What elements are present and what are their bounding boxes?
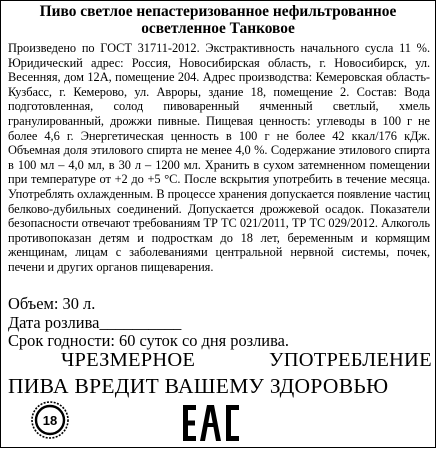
- warning-word-1: ЧРЕЗМЕРНОЕ: [61, 349, 196, 371]
- age-18-icon: [31, 401, 69, 439]
- product-title: [7, 3, 429, 37]
- eac-mark-icon: [181, 403, 241, 443]
- warning-word-2: УПОТРЕБЛЕНИЕ: [269, 349, 432, 371]
- composition-text: Произведено по ГОСТ 31711-2012. Экстрактивность начального сусла 11 %. Юридический адрес: Россия, Новосибирская область, г. Новосибирск, ул. Весенняя, дом 12А, помещение 204. Адрес производства: Кемеровская область-Кузбасс, г. Кемерово, ул. Авроры, здание 18, помещение 2. Состав: Вода подготовленная, солод пивоваренный ячменный светлый, хмель гранулированный, дрожжи пивные. Пищевая ценность: углеводы в 100 г не более 4,6 г. Энергетическая ценность в 100 г не более 42 ккал/176 кДж. Объемная доля этилового спирта не менее 4,0 %. Содержание этилового спирта в 100 мл – 4,0 мл, в 30 л – 1200 мл. Хранить в сухом затемненном помещении при температуре от +2 до +5 °С. После вскрытия употребить в течение месяца. Употреблять охлажденным. В процессе хранения допускается появление частиц белково-дубильных соединений. Допускается дрожжевой осадок. Показатели безопасности отвечают требованиям ТР ТС 021/2011, ТР ТС 029/2012. Алкоголь противопоказан детям и подросткам до 18 лет, беременным и кормящим женщинам, лицам с заболеваниями центральной нервной системы, почек, печени и других органов пищеварения.: [8, 41, 430, 274]
- shelf-life-text: Срок годности: 60 суток со дня розлива.: [8, 331, 289, 350]
- title-line-2: осветленное Танковое: [141, 20, 295, 37]
- warning-line-2: ПИВА ВРЕДИТ ВАШЕМУ ЗДОРОВЬЮ: [8, 374, 389, 398]
- volume-text: Объем: 30 л.: [8, 294, 96, 313]
- age-mark-text: 18: [42, 413, 58, 428]
- bottling-date-field: Дата розлива__________: [8, 313, 182, 332]
- title-line-1: Пиво светлое непастеризованное нефильтрованное: [39, 3, 397, 20]
